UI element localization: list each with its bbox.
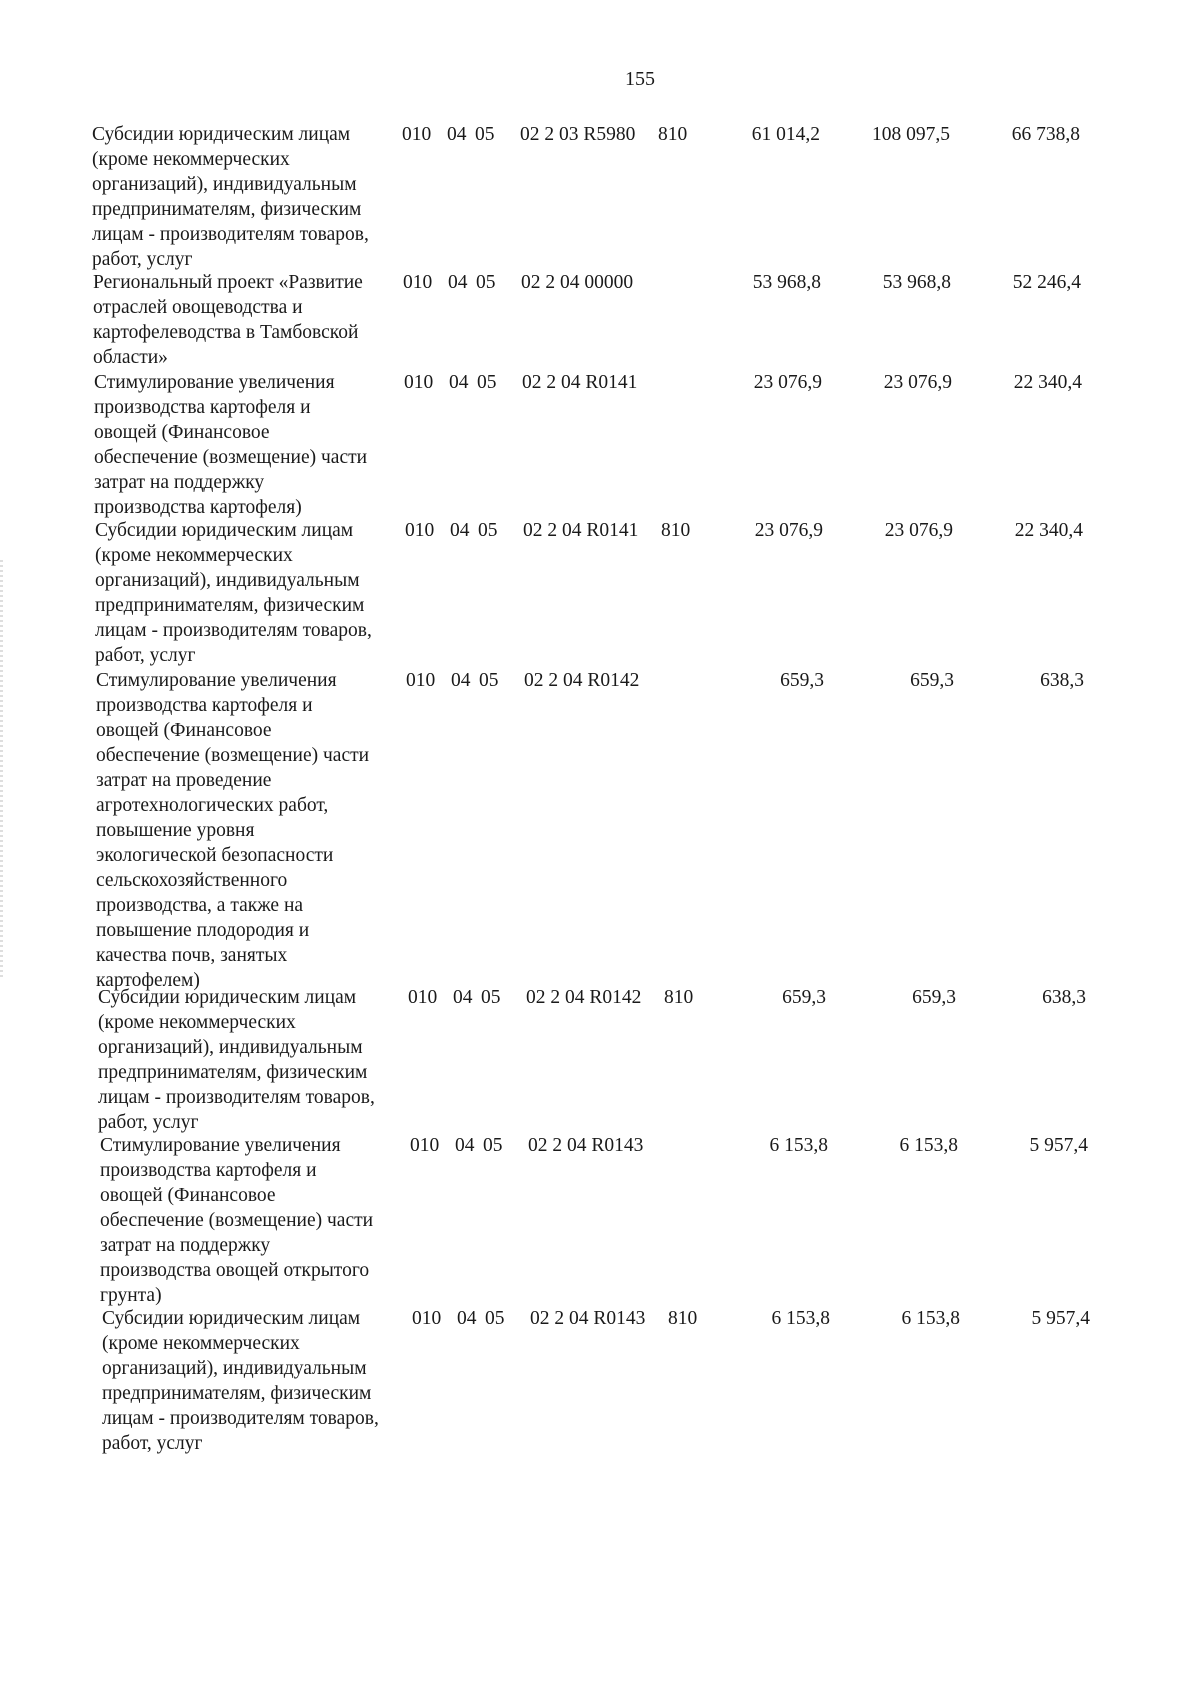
amount-year-3: 638,3 <box>1042 987 1086 1008</box>
amount-year-1: 659,3 <box>780 670 824 691</box>
expense-type-code: 810 <box>664 987 694 1008</box>
amount-year-3: 5 957,4 <box>1029 1135 1088 1156</box>
amount-year-1: 61 014,2 <box>751 124 820 145</box>
target-article-code: 02 2 03 R5980 <box>520 124 636 145</box>
expense-type-code: 810 <box>661 520 691 541</box>
subsection-code: 05 <box>485 1308 505 1329</box>
amount-year-2: 659,3 <box>910 670 954 691</box>
section-code: 04 <box>457 1308 477 1329</box>
row-name: Субсидии юридическим лицам (кроме некоммерческих организаций), индивидуальным предпринимателям, физическим лицам - производителям товаров, работ, услуг <box>92 124 369 270</box>
ministry-code: 010 <box>406 670 436 691</box>
target-article-code: 02 2 04 R0143 <box>528 1135 644 1156</box>
amount-year-2: 23 076,9 <box>883 372 952 393</box>
section-code: 04 <box>453 987 473 1008</box>
amount-year-1: 6 153,8 <box>769 1135 828 1156</box>
row-name: Региональный проект «Развитие отраслей овощеводства и картофелеводства в Тамбовской области» <box>93 272 363 368</box>
ministry-code: 010 <box>402 124 432 145</box>
expense-type-code: 810 <box>658 124 688 145</box>
section-code: 04 <box>455 1135 475 1156</box>
subsection-code: 05 <box>483 1135 503 1156</box>
amount-year-2: 108 097,5 <box>872 124 950 145</box>
subsection-code: 05 <box>476 272 496 293</box>
expense-type-code: 810 <box>668 1308 698 1329</box>
amount-year-1: 23 076,9 <box>754 520 823 541</box>
row-name: Субсидии юридическим лицам (кроме некоммерческих организаций), индивидуальным предпринимателям, физическим лицам - производителям товаров, работ, услуг <box>95 520 372 666</box>
amount-year-2: 53 968,8 <box>882 272 951 293</box>
amount-year-1: 6 153,8 <box>771 1308 830 1329</box>
section-code: 04 <box>451 670 471 691</box>
target-article-code: 02 2 04 00000 <box>521 272 634 293</box>
section-code: 04 <box>449 372 469 393</box>
row-name: Субсидии юридическим лицам (кроме некоммерческих организаций), индивидуальным предпринимателям, физическим лицам - производителям товаров, работ, услуг <box>102 1308 379 1454</box>
ministry-code: 010 <box>408 987 438 1008</box>
row-name: Стимулирование увеличения производства картофеля и овощей (Финансовое обеспечение (возмещение) части затрат на поддержку производства овощей открытого грунта) <box>100 1135 374 1306</box>
target-article-code: 02 2 04 R0142 <box>524 670 640 691</box>
row-name: Стимулирование увеличения производства картофеля и овощей (Финансовое обеспечение (возмещение) части затрат на проведение агротехнологических работ, повышение уровня экологической безопасности сельскохозяйственного производства, а также на повышение плодородия и качества почв, занятых картофелем) <box>96 670 370 991</box>
subsection-code: 05 <box>478 520 498 541</box>
ministry-code: 010 <box>405 520 435 541</box>
section-code: 04 <box>447 124 467 145</box>
row-name: Субсидии юридическим лицам (кроме некоммерческих организаций), индивидуальным предпринимателям, физическим лицам - производителям товаров, работ, услуг <box>98 987 375 1133</box>
target-article-code: 02 2 04 R0143 <box>530 1308 646 1329</box>
amount-year-2: 659,3 <box>912 987 956 1008</box>
ministry-code: 010 <box>403 272 433 293</box>
target-article-code: 02 2 04 R0141 <box>523 520 639 541</box>
ministry-code: 010 <box>410 1135 440 1156</box>
amount-year-1: 53 968,8 <box>752 272 821 293</box>
subsection-code: 05 <box>481 987 501 1008</box>
ministry-code: 010 <box>412 1308 442 1329</box>
scan-edge-artifact <box>0 560 3 980</box>
amount-year-1: 659,3 <box>782 987 826 1008</box>
subsection-code: 05 <box>475 124 495 145</box>
amount-year-1: 23 076,9 <box>753 372 822 393</box>
subsection-code: 05 <box>479 670 499 691</box>
section-code: 04 <box>450 520 470 541</box>
amount-year-2: 6 153,8 <box>899 1135 958 1156</box>
amount-year-3: 5 957,4 <box>1031 1308 1090 1329</box>
subsection-code: 05 <box>477 372 497 393</box>
target-article-code: 02 2 04 R0141 <box>522 372 638 393</box>
amount-year-3: 22 340,4 <box>1013 372 1082 393</box>
amount-year-3: 52 246,4 <box>1012 272 1081 293</box>
amount-year-3: 66 738,8 <box>1011 124 1080 145</box>
section-code: 04 <box>448 272 468 293</box>
ministry-code: 010 <box>404 372 434 393</box>
row-name: Стимулирование увеличения производства картофеля и овощей (Финансовое обеспечение (возмещение) части затрат на поддержку производства картофеля) <box>94 372 368 518</box>
amount-year-3: 638,3 <box>1040 670 1084 691</box>
page-number: 155 <box>625 68 655 90</box>
amount-year-2: 6 153,8 <box>901 1308 960 1329</box>
amount-year-2: 23 076,9 <box>884 520 953 541</box>
amount-year-3: 22 340,4 <box>1014 520 1083 541</box>
target-article-code: 02 2 04 R0142 <box>526 987 642 1008</box>
